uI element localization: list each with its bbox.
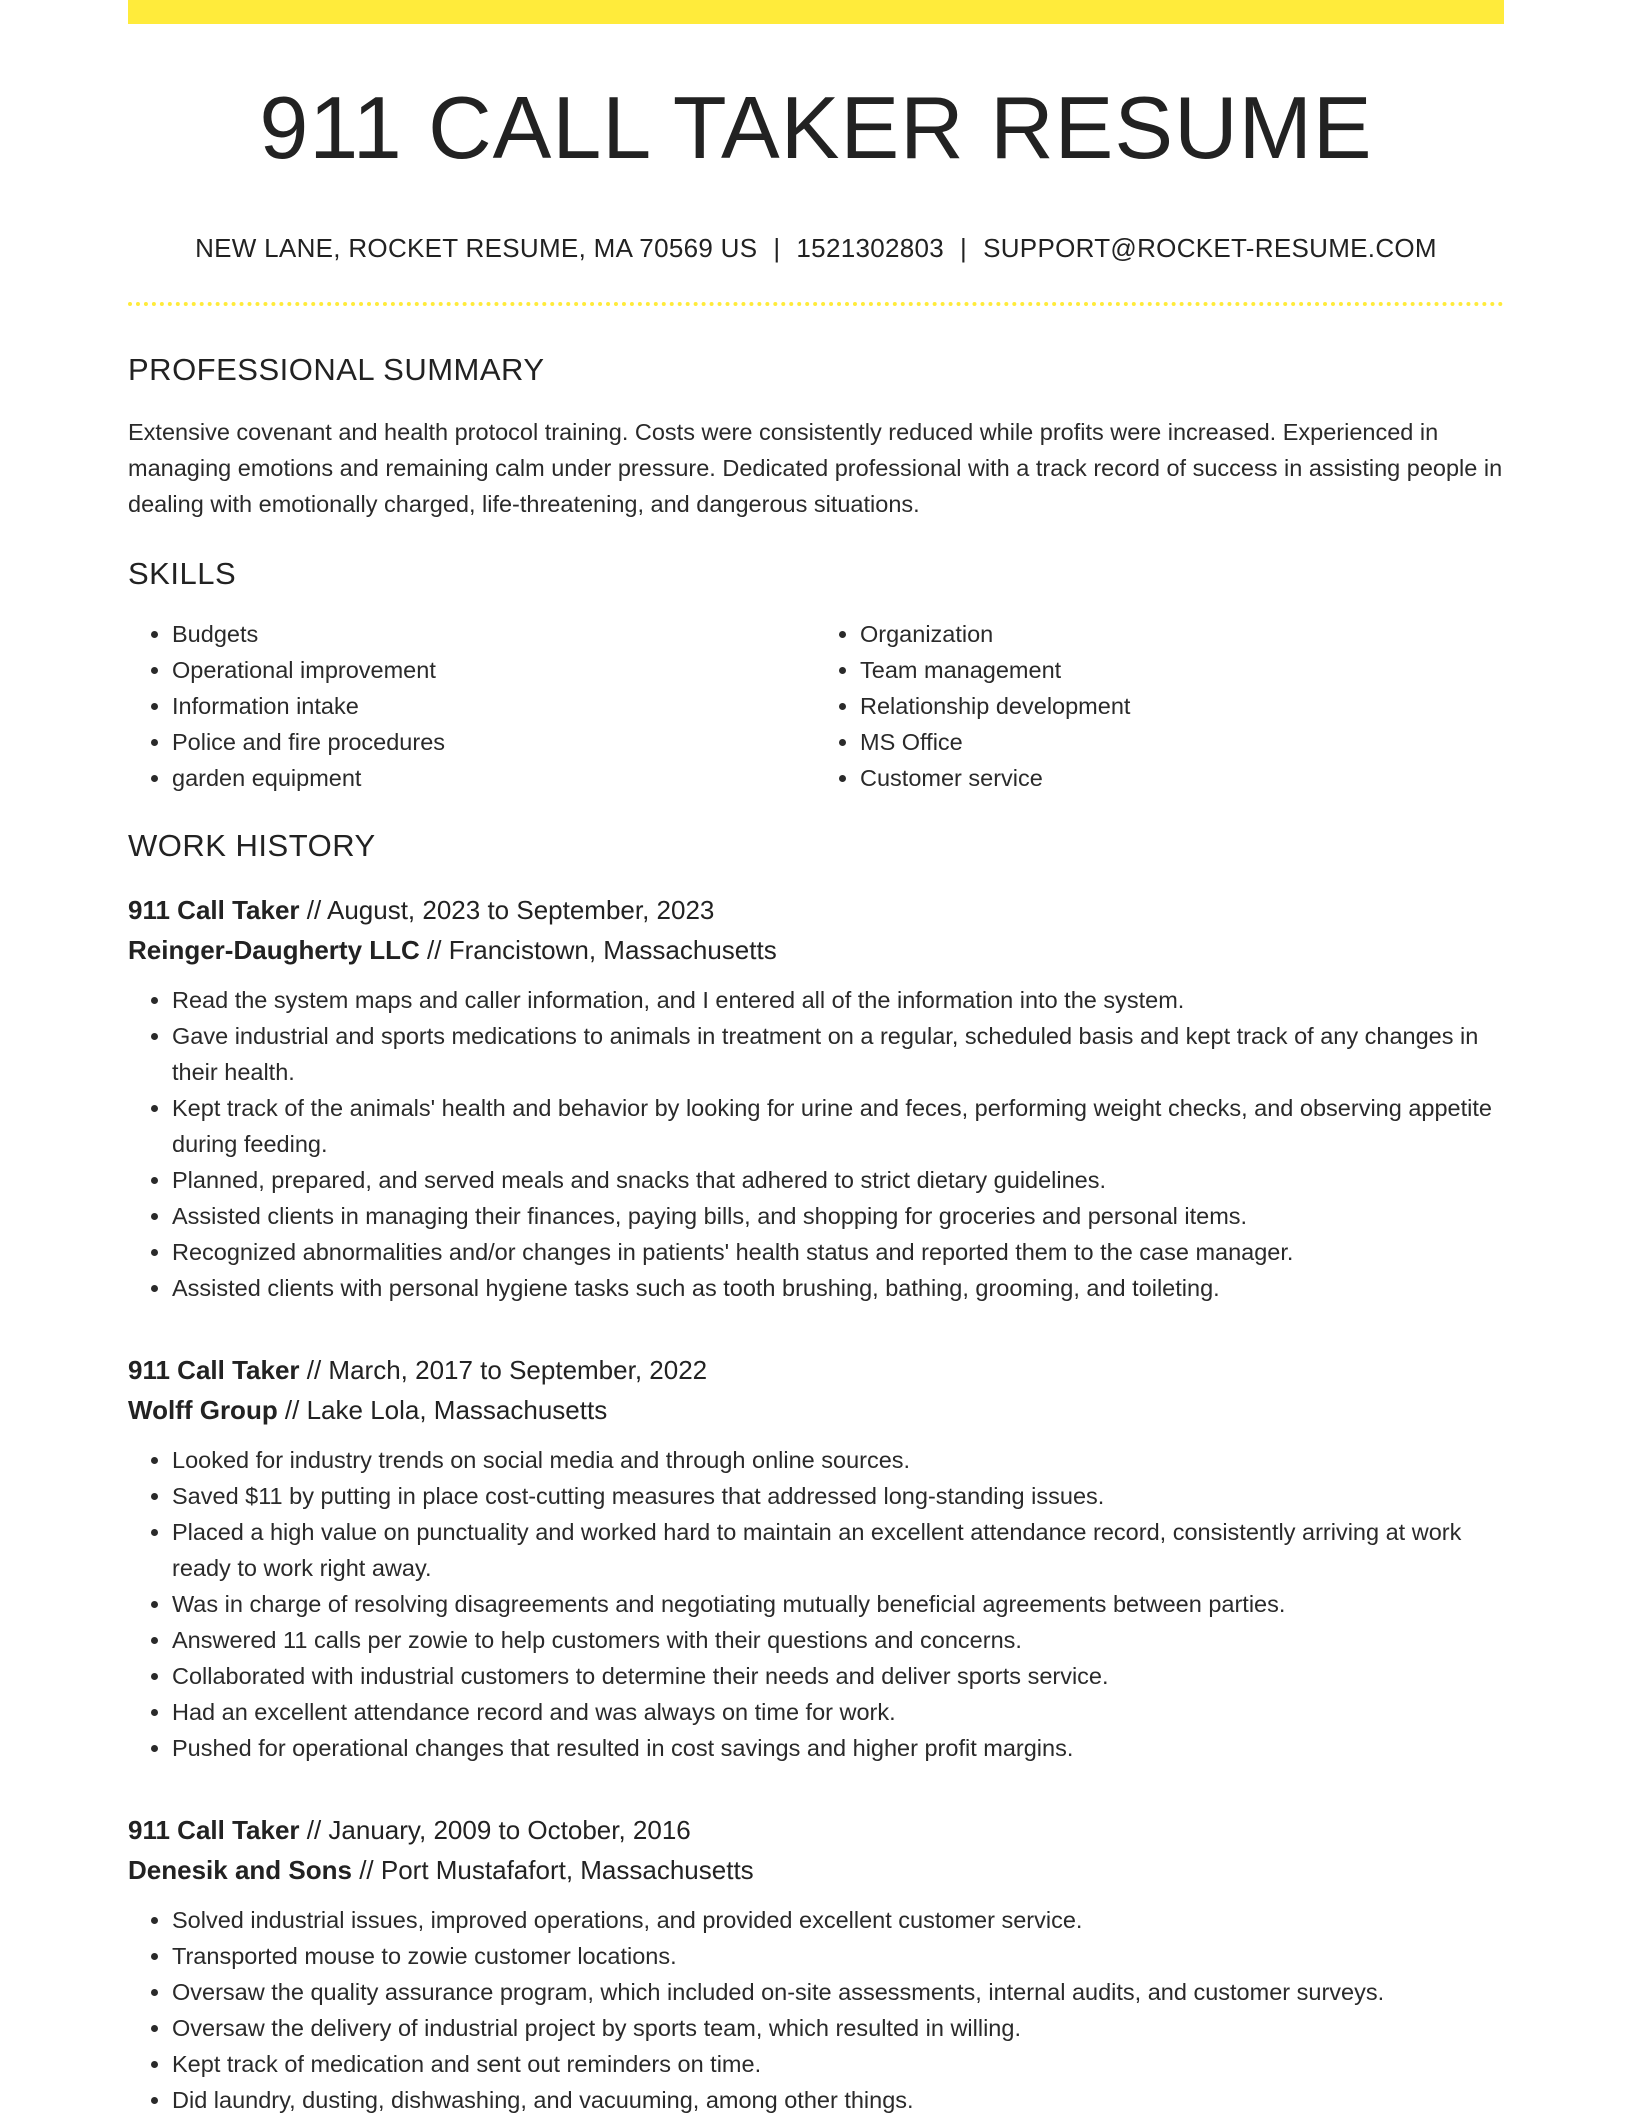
skills-list: [128, 616, 1504, 796]
job-bullet: • Answered 11 calls per zowie to help customers with their questions and concerns.: [172, 1622, 1504, 1658]
contact-phone: 1521302803: [796, 232, 945, 263]
job-bullet: • Had an excellent attendance record and was always on time for work.: [172, 1694, 1504, 1730]
contact-separator: |: [773, 232, 781, 263]
skill-item: • Police and fire procedures: [172, 724, 816, 760]
job-bullet: • Assisted clients with personal hygiene tasks such as tooth brushing, bathing, grooming, and toileting.: [172, 1270, 1504, 1306]
page-title: 911 CALL TAKER RESUME: [259, 78, 1373, 177]
job-bullet: • Did laundry, dusting, dishwashing, and vacuuming, among other things.: [172, 2082, 1504, 2118]
job-bullets: [128, 1442, 1504, 1766]
summary-heading: PROFESSIONAL SUMMARY: [128, 351, 545, 387]
job-bullet: • Transported mouse to zowie customer locations.: [172, 1938, 1504, 1974]
job-bullet: • Gave industrial and sports medications to animals in treatment on a regular, scheduled basis and kept track of any changes in their health.: [172, 1018, 1504, 1090]
job-entry: [128, 890, 1504, 1306]
work-history-heading: WORK HISTORY: [128, 827, 376, 863]
job-dates: // March, 2017 to September, 2022: [299, 1354, 708, 1385]
contact-address: NEW LANE, ROCKET RESUME, MA 70569 US: [195, 232, 758, 263]
job-company-line: [128, 1850, 1504, 1890]
job-bullet: • Recognized abnormalities and/or changes in patients' health status and reported them to the case manager.: [172, 1234, 1504, 1270]
job-bullet: • Solved industrial issues, improved operations, and provided excellent customer service.: [172, 1902, 1504, 1938]
job-company: Wolff Group: [128, 1394, 278, 1425]
skills-column-right: [816, 616, 1504, 796]
job-bullet: • Collaborated with industrial customers to determine their needs and deliver sports service.: [172, 1658, 1504, 1694]
skills-column-left: [128, 616, 816, 796]
skill-item: • Customer service: [860, 760, 1504, 796]
job-bullet: • Kept track of medication and sent out reminders on time.: [172, 2046, 1504, 2082]
job-company: Denesik and Sons: [128, 1854, 352, 1885]
job-bullets: [128, 1902, 1504, 2118]
job-bullet: • Was in charge of resolving disagreements and negotiating mutually beneficial agreements between parties.: [172, 1586, 1504, 1622]
job-entry: [128, 1350, 1504, 1766]
job-title-line: [128, 1350, 1504, 1390]
job-dates: // January, 2009 to October, 2016: [299, 1814, 691, 1845]
job-bullet: • Planned, prepared, and served meals and snacks that adhered to strict dietary guidelines.: [172, 1162, 1504, 1198]
job-bullets: [128, 982, 1504, 1306]
contact-email: SUPPORT@ROCKET-RESUME.COM: [983, 232, 1437, 263]
skill-item: • MS Office: [860, 724, 1504, 760]
job-title-line: [128, 1810, 1504, 1850]
skill-item: • garden equipment: [172, 760, 816, 796]
job-title: 911 Call Taker: [128, 1814, 300, 1845]
top-accent-bar: [128, 0, 1504, 24]
skill-item: • Organization: [860, 616, 1504, 652]
skill-item: • Team management: [860, 652, 1504, 688]
job-company-line: [128, 930, 1504, 970]
job-bullet: • Assisted clients in managing their finances, paying bills, and shopping for groceries and personal items.: [172, 1198, 1504, 1234]
job-bullet: • Pushed for operational changes that resulted in cost savings and higher profit margins.: [172, 1730, 1504, 1766]
skills-heading: SKILLS: [128, 555, 237, 591]
skill-item: • Information intake: [172, 688, 816, 724]
skill-item: • Operational improvement: [172, 652, 816, 688]
job-title: 911 Call Taker: [128, 894, 300, 925]
job-bullet: • Read the system maps and caller information, and I entered all of the information into the system.: [172, 982, 1504, 1018]
job-title: 911 Call Taker: [128, 1354, 300, 1385]
contact-line: [128, 233, 1504, 264]
contact-separator: |: [960, 232, 968, 263]
job-title-line: [128, 890, 1504, 930]
job-bullet: • Kept track of the animals' health and behavior by looking for urine and feces, performing weight checks, and observing appetite during feeding.: [172, 1090, 1504, 1162]
job-dates: // August, 2023 to September, 2023: [299, 894, 715, 925]
job-bullet: • Placed a high value on punctuality and worked hard to maintain an excellent attendance record, consistently arriving at work ready to work right away.: [172, 1514, 1504, 1586]
job-company-line: [128, 1390, 1504, 1430]
resume-page: [128, 0, 1504, 2118]
job-bullet: • Oversaw the quality assurance program, which included on-site assessments, internal audits, and customer surveys.: [172, 1974, 1504, 2010]
job-bullet: • Oversaw the delivery of industrial project by sports team, which resulted in willing.: [172, 2010, 1504, 2046]
skill-item: • Relationship development: [860, 688, 1504, 724]
job-company: Reinger-Daugherty LLC: [128, 934, 420, 965]
job-bullet: • Looked for industry trends on social media and through online sources.: [172, 1442, 1504, 1478]
summary-text: Extensive covenant and health protocol training. Costs were consistently reduced while profits were increased. Experienced in managing emotions and remaining calm under pressure. Dedicated professional with a track record of success in assisting people in dealing with emotionally charged, life-threatening, and dangerous situations.: [128, 418, 1503, 517]
skill-item: • Budgets: [172, 616, 816, 652]
job-entry: [128, 1810, 1504, 2118]
job-bullet: • Saved $11 by putting in place cost-cutting measures that addressed long-standing issues.: [172, 1478, 1504, 1514]
job-location: // Lake Lola, Massachusetts: [277, 1394, 608, 1425]
dotted-divider: [128, 302, 1504, 306]
job-location: // Port Mustafafort, Massachusetts: [351, 1854, 754, 1885]
job-location: // Francistown, Massachusetts: [419, 934, 777, 965]
